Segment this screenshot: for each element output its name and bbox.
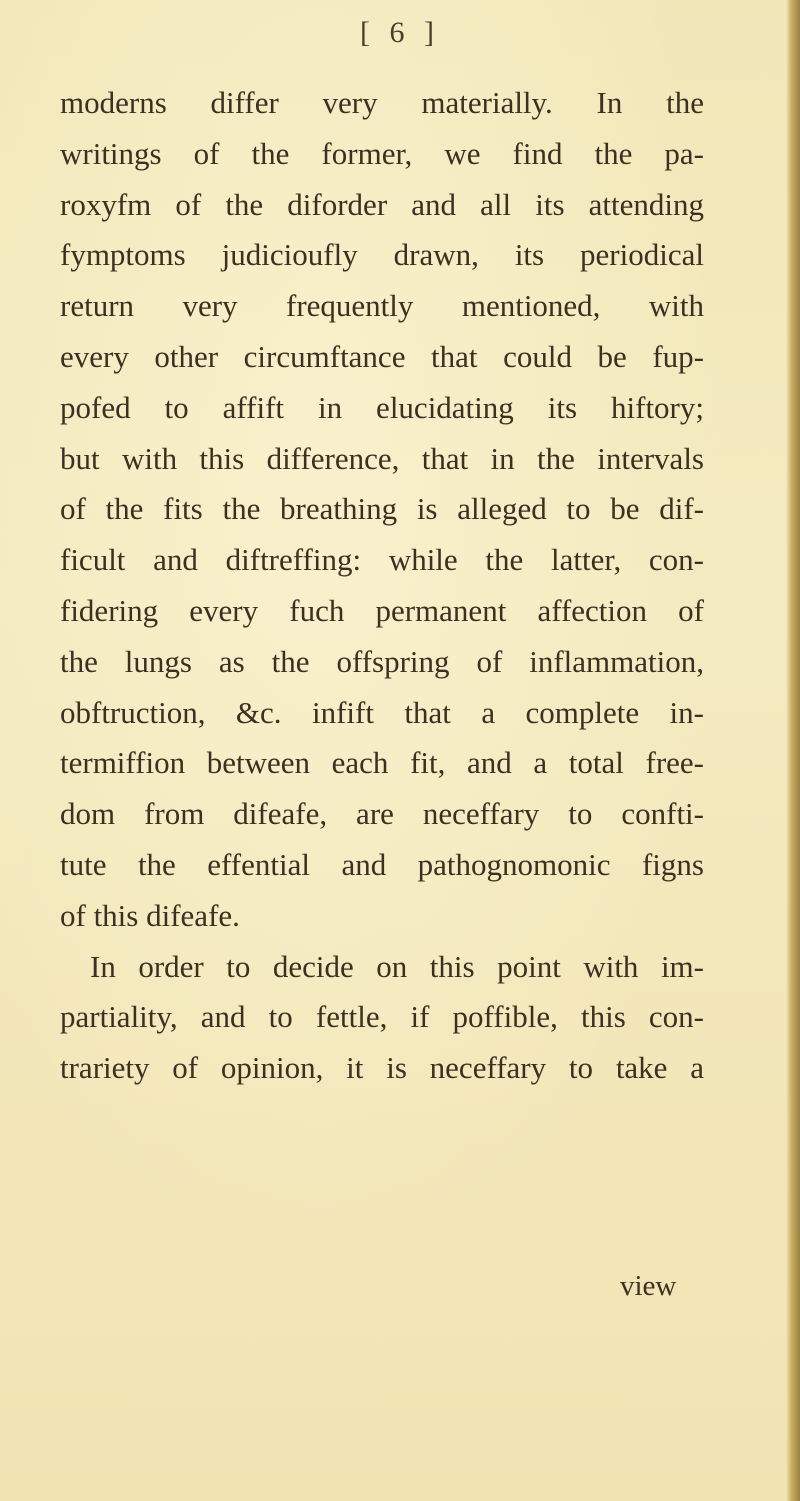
text-line: of this difeafe. xyxy=(60,897,240,933)
text-line: partiality, and to fettle, if poffible, this con- xyxy=(60,999,704,1035)
page-number: [ 6 ] xyxy=(360,16,440,49)
text-line: the lungs as the offspring of inflammation, xyxy=(60,643,704,679)
text-line: every other circumftance that could be fup- xyxy=(60,338,704,374)
text-line: return very frequently mentioned, with xyxy=(60,288,704,324)
text-line: moderns differ very materially. In the xyxy=(60,85,704,120)
text-line: of the fits the breathing is alleged to be dif- xyxy=(60,491,704,527)
text-line: but with this difference, that in the intervals xyxy=(60,440,704,476)
text-line: trariety of opinion, it is neceffary to take a xyxy=(60,1050,704,1086)
paragraph-1 xyxy=(60,78,704,942)
text-line: tute the effential and pathognomonic figns xyxy=(60,846,704,882)
text-line: writings of the former, we find the pa- xyxy=(60,135,704,171)
body-text xyxy=(60,78,704,1094)
text-line: In order to decide on this point with im- xyxy=(90,948,704,984)
text-line: dom from difeafe, are neceffary to confti- xyxy=(60,796,704,832)
text-line: roxyfm of the diforder and all its attending xyxy=(60,186,704,222)
text-line: fymptoms judicioufly drawn, its periodical xyxy=(60,237,704,273)
text-line: obftruction, &c. infift that a complete in- xyxy=(60,694,704,730)
text-line: fidering every fuch permanent affection of xyxy=(60,592,704,628)
text-line: ficult and diftreffing: while the latter, con- xyxy=(60,542,704,578)
catchword: view xyxy=(620,1270,677,1302)
paragraph-2 xyxy=(60,942,704,1094)
page-edge-shadow xyxy=(786,0,800,1501)
text-line: pofed to affift in elucidating its hiftory; xyxy=(60,389,704,425)
text-line: termiffion between each fit, and a total free- xyxy=(60,745,704,781)
